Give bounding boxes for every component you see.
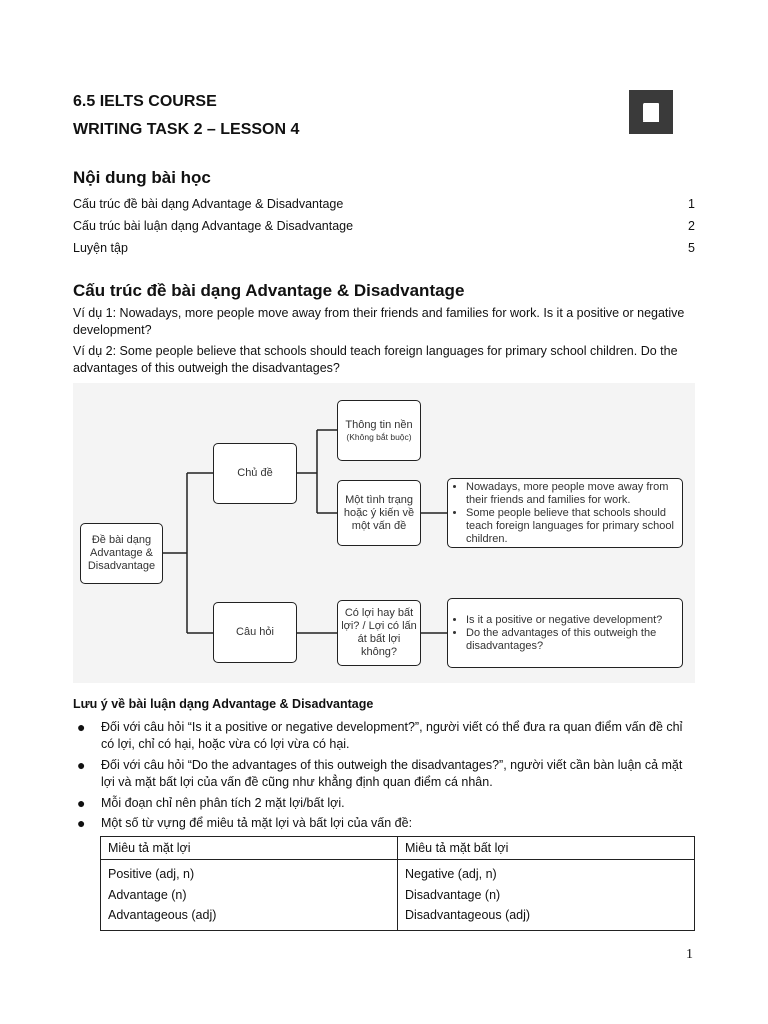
toc-item-page: 1 [688, 197, 695, 211]
vocab-word: Advantage (n) [108, 887, 187, 902]
lesson-title: WRITING TASK 2 – LESSON 4 [73, 121, 300, 138]
toc-heading: Nội dung bài học [73, 168, 211, 187]
root-box: Đề bài dạng Advantage & Disadvantage [80, 523, 163, 584]
toc-item[interactable] [73, 219, 695, 233]
list-item: • Is it a positive or negative development? [466, 614, 680, 627]
topic-box: Chủ đề [213, 443, 297, 504]
page-number: 1 [686, 947, 693, 962]
toc-item[interactable] [73, 241, 695, 255]
question-box: Câu hỏi [213, 602, 297, 663]
bullet-text: Một số từ vựng để miêu tả mặt lợi và bất lợi của vấn đề: [101, 816, 413, 830]
bullet-icon: ● [77, 719, 86, 735]
example-2: Ví dụ 2: Some people believe that schools should teach foreign languages for primary school children. Do the advantages of this outweigh the disadvantages? [73, 344, 678, 375]
notes-heading: Lưu ý về bài luận dạng Advantage & Disadvantage [73, 697, 374, 711]
vocab-word: Advantageous (adj) [108, 908, 217, 922]
question-type-box: Có lợi hay bất lợi? / Lợi có lấn át bất lợi không? [337, 600, 421, 666]
toc-item-label: Cấu trúc đề bài dạng Advantage & Disadvantage [73, 197, 344, 211]
toc-item-label: Cấu trúc bài luận dạng Advantage & Disadvantage [73, 219, 354, 233]
list-item: • Some people believe that schools should teach foreign languages for primary school children. [466, 507, 680, 546]
table-header-cell: Miêu tả mặt bất lợi [398, 837, 695, 860]
list-item: • Do the advantages of this outweigh the disadvantages? [466, 627, 680, 653]
vocab-word: Positive (adj, n) [108, 867, 195, 881]
situation-examples-box [447, 478, 683, 548]
table-header-cell: Miêu tả mặt lợi [101, 837, 398, 860]
vocab-word: Disadvantage (n) [405, 887, 501, 902]
vocab-table [100, 836, 695, 931]
structure-diagram [73, 383, 695, 683]
question-examples-box [447, 598, 683, 668]
toc-item[interactable] [73, 197, 695, 211]
section-heading: Cấu trúc đề bài dạng Advantage & Disadvantage [73, 281, 465, 300]
book-icon [629, 90, 673, 134]
table-header-row [101, 837, 695, 860]
vocab-word: Negative (adj, n) [405, 867, 497, 881]
situation-box: Một tình trạng hoặc ý kiến về một vấn đề [337, 480, 421, 546]
list-item [73, 757, 695, 791]
course-title: 6.5 IELTS COURSE [73, 93, 217, 110]
table-row [101, 860, 695, 931]
background-box [337, 400, 421, 461]
toc-item-page: 5 [688, 241, 695, 255]
toc-item-label: Luyện tập [73, 241, 128, 255]
list-item [73, 795, 695, 812]
list-item: • Nowadays, more people move away from their friends and families for work. [466, 481, 680, 507]
bullet-text: Đối với câu hỏi “Is it a positive or negative development?”, người viết có thể đưa ra quan điểm vấn đề chỉ có lợi, chỉ có hại, hoặc vừa có lợi vừa có hại. [101, 720, 683, 751]
bullet-icon: ● [77, 815, 86, 831]
bullet-icon: ● [77, 757, 86, 773]
background-note: (Không bắt buộc) [346, 432, 412, 442]
list-item [73, 719, 695, 753]
vocab-word: Disadvantageous (adj) [405, 908, 531, 922]
bullet-text: Đối với câu hỏi “Do the advantages of this outweigh the disadvantages?”, người viết cần bàn luận cả mặt lợi và mặt bất lợi của vấn đề cũng như khẳng định quan điểm cá nhân. [101, 758, 683, 789]
example-1: Ví dụ 1: Nowadays, more people move away from their friends and families for work. Is it a positive or negative development? [73, 306, 685, 337]
table-cell-positive [101, 860, 398, 931]
table-cell-negative [398, 860, 695, 931]
list-item [73, 815, 695, 832]
bullet-text: Mỗi đoạn chỉ nên phân tích 2 mặt lợi/bất lợi. [101, 796, 345, 810]
toc-item-page: 2 [688, 219, 695, 233]
logo [629, 90, 673, 134]
background-label: Thông tin nền [345, 419, 413, 431]
bullet-icon: ● [77, 795, 86, 811]
